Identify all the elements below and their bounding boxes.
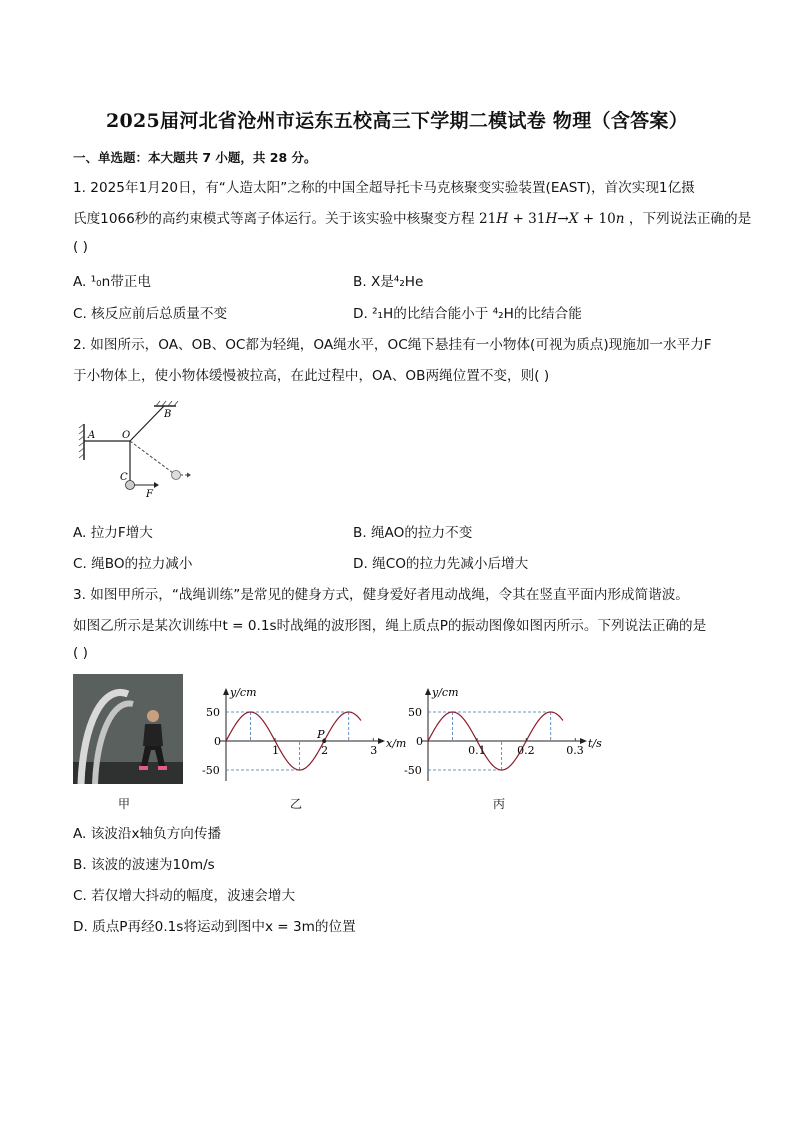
- y-tick-label: 0: [416, 735, 423, 748]
- q2-rope-diagram: [78, 396, 198, 502]
- q3-line1: 3. 如图甲所示，“战绳训练”是常见的健身方式，健身爱好者甩动战绳，令其在竖直平面内形成简谐波。: [73, 587, 689, 603]
- q1-equation: 21H + 31H→X + 10n: [478, 211, 625, 227]
- q1-option-b[interactable]: B. X是⁴₂He: [353, 274, 424, 290]
- q3-paren: ( ): [73, 645, 88, 661]
- x-tick-label: 3: [370, 744, 378, 757]
- label-b: B: [164, 409, 172, 420]
- y-axis-arrow: [223, 688, 229, 695]
- y-axis-label: y/cm: [230, 686, 257, 699]
- x-tick-label: 0.3: [566, 744, 584, 757]
- label-a: A: [88, 430, 96, 441]
- q2-line2: 于小物体上，使小物体缓慢被拉高，在此过程中，OA、OB两绳位置不变，则( ): [73, 368, 550, 384]
- q3-option-b[interactable]: B. 该波的波速为10m/s: [73, 857, 215, 873]
- q1-line2-pre: 氏度1066秒的高约束模式等离子体运行。关于该实验中核聚变方程: [73, 211, 475, 227]
- x-axis-label: x/m: [386, 737, 407, 750]
- y-axis-arrow: [425, 688, 431, 695]
- x-axis-label: t/s: [588, 737, 602, 750]
- q2-option-d[interactable]: D. 绳CO的拉力先减小后增大: [353, 556, 529, 572]
- q1-option-c[interactable]: C. 核反应前后总质量不变: [73, 306, 228, 322]
- q2-line1: 2. 如图所示，OA、OB、OC都为轻绳，OA绳水平，OC绳下悬挂有一小物体(可视为质点)现施加一水平力F: [73, 337, 712, 353]
- label-c: C: [120, 472, 128, 483]
- section-heading: 一、单选题：本大题共 7 小题，共 28 分。: [73, 150, 317, 165]
- q3-option-a[interactable]: A. 该波沿x轴负方向传播: [73, 826, 222, 842]
- q1-paren: ( ): [73, 239, 88, 255]
- y-tick-label: -50: [202, 764, 220, 777]
- q2-option-a[interactable]: A. 拉力F增大: [73, 525, 153, 541]
- vibration-chart: [400, 680, 605, 795]
- q3-option-d[interactable]: D. 质点P再经0.1s将运动到图中x = 3m的位置: [73, 919, 356, 935]
- q2-option-b[interactable]: B. 绳AO的拉力不变: [353, 525, 473, 541]
- page-title: 2025届河北省沧州市运东五校高三下学期二模试卷 物理（含答案）: [105, 110, 689, 132]
- x-tick-label: 0.1: [468, 744, 486, 757]
- q2-option-c[interactable]: C. 绳BO的拉力减小: [73, 556, 193, 572]
- battle-rope-photo: [73, 674, 183, 784]
- x-tick-label: 1: [272, 744, 280, 757]
- fig-yi-label: 乙: [290, 797, 303, 811]
- x-tick-label: 2: [321, 744, 329, 757]
- y-tick-label: -50: [404, 764, 422, 777]
- q1-line2-post: ，下列说法正确的是: [628, 211, 752, 227]
- q3-option-c[interactable]: C. 若仅增大抖动的幅度，波速会增大: [73, 888, 296, 904]
- q3-line2: 如图乙所示是某次训练中t = 0.1s时战绳的波形图，绳上质点P的振动图像如图丙所示。下列说法正确的是: [73, 618, 707, 634]
- wave-chart: [198, 680, 407, 795]
- x-axis-arrow: [378, 738, 385, 744]
- q1-line2: [73, 207, 751, 227]
- y-axis-label: y/cm: [432, 686, 459, 699]
- y-tick-label: 50: [206, 706, 220, 719]
- point-p-label: P: [317, 728, 325, 741]
- y-tick-label: 0: [214, 735, 221, 748]
- fig-bing-label: 丙: [493, 797, 506, 811]
- q1-option-d[interactable]: D. ²₁H的比结合能小于 ⁴₂H的比结合能: [353, 306, 582, 322]
- x-tick-label: 0.2: [517, 744, 535, 757]
- q1-option-a[interactable]: A. ¹₀n带正电: [73, 274, 151, 290]
- label-o: O: [122, 430, 131, 441]
- y-tick-label: 50: [408, 706, 422, 719]
- label-f: F: [146, 489, 153, 500]
- q1-line1: 1. 2025年1月20日，有“人造太阳”之称的中国全超导托卡马克核聚变实验装置(EAST)，首次实现1亿摄: [73, 180, 695, 196]
- fig-jia-label: 甲: [118, 797, 131, 811]
